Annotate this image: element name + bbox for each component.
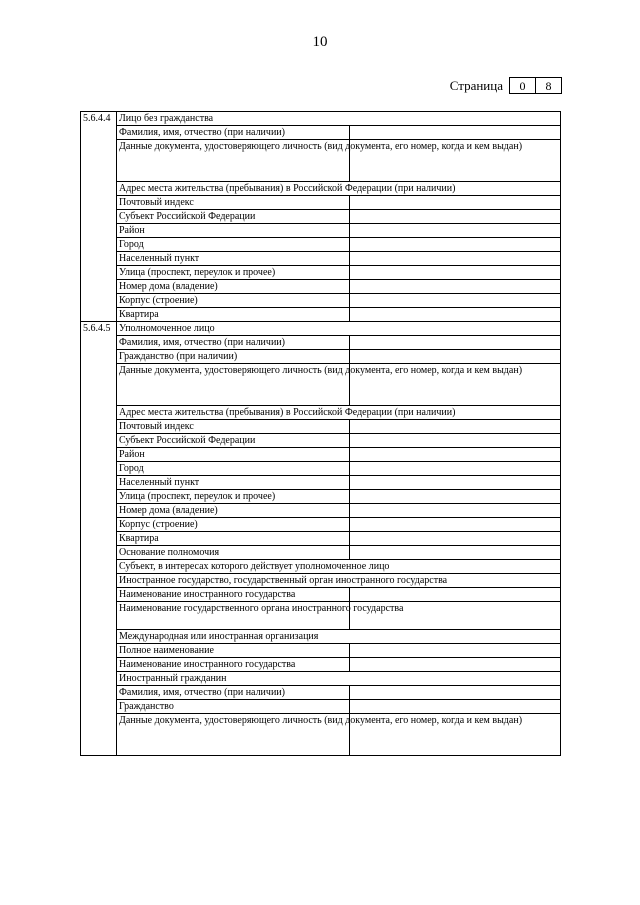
field-value-cell[interactable] (350, 280, 561, 294)
field-value-cell[interactable] (350, 350, 561, 364)
form-row (81, 140, 561, 182)
page-box (450, 77, 562, 94)
field-value-cell[interactable] (350, 266, 561, 280)
form-row (81, 532, 561, 546)
field-label: Почтовый индекс (117, 420, 350, 434)
form-row (81, 490, 561, 504)
field-value-cell[interactable] (350, 546, 561, 560)
field-label: Гражданство (при наличии) (117, 350, 350, 364)
form-row (81, 672, 561, 686)
field-value-cell[interactable] (350, 476, 561, 490)
field-label: Номер дома (владение) (117, 504, 350, 518)
field-value-cell[interactable] (350, 434, 561, 448)
form-row (81, 196, 561, 210)
field-value-cell[interactable] (350, 252, 561, 266)
page-box-label: Страница (449, 77, 503, 93)
field-label: Номер дома (владение) (117, 280, 350, 294)
field-value-cell[interactable] (350, 518, 561, 532)
form-row (81, 714, 561, 756)
field-label: Наименование иностранного государства (117, 588, 350, 602)
page-box-digit[interactable]: 0 (509, 77, 536, 94)
form-row (81, 420, 561, 434)
field-label: Квартира (117, 532, 350, 546)
form-row (81, 406, 561, 420)
form-row (81, 630, 561, 644)
section-code: 5.6.4.5 (81, 322, 117, 756)
field-value-cell[interactable] (350, 700, 561, 714)
field-value-cell[interactable] (350, 490, 561, 504)
field-label: Корпус (строение) (117, 294, 350, 308)
group-header: Лицо без гражданства (117, 112, 561, 126)
field-value-cell[interactable] (350, 238, 561, 252)
form-row (81, 280, 561, 294)
field-label: Данные документа, удостоверяющего личность (вид документа, его номер, когда и кем выдан) (117, 714, 350, 756)
form-row (81, 126, 561, 140)
field-label: Район (117, 448, 350, 462)
field-value-cell[interactable] (350, 294, 561, 308)
form-row (81, 182, 561, 196)
field-label: Полное наименование (117, 644, 350, 658)
group-header: Международная или иностранная организация (117, 630, 561, 644)
field-label: Субъект Российской Федерации (117, 210, 350, 224)
form-row (81, 308, 561, 322)
form-row (81, 336, 561, 350)
field-value-cell[interactable] (350, 420, 561, 434)
field-value-cell[interactable] (350, 462, 561, 476)
form-row (81, 546, 561, 560)
field-label: Наименование иностранного государства (117, 658, 350, 672)
form-table (80, 111, 561, 756)
group-header: Адрес места жительства (пребывания) в Российской Федерации (при наличии) (117, 406, 561, 420)
field-label: Населенный пункт (117, 476, 350, 490)
form-row (81, 602, 561, 630)
field-value-cell[interactable] (350, 126, 561, 140)
field-value-cell[interactable] (350, 686, 561, 700)
form-row (81, 266, 561, 280)
form-row (81, 448, 561, 462)
field-label: Улица (проспект, переулок и прочее) (117, 490, 350, 504)
form-row (81, 462, 561, 476)
form-row (81, 322, 561, 336)
form-row (81, 686, 561, 700)
field-label: Квартира (117, 308, 350, 322)
field-label: Населенный пункт (117, 252, 350, 266)
field-label: Фамилия, имя, отчество (при наличии) (117, 686, 350, 700)
form-row (81, 350, 561, 364)
form-row (81, 224, 561, 238)
field-label: Фамилия, имя, отчество (при наличии) (117, 336, 350, 350)
field-label: Город (117, 462, 350, 476)
form-row (81, 658, 561, 672)
group-header: Иностранное государство, государственный орган иностранного государства (117, 574, 561, 588)
form-table-body (81, 112, 561, 756)
field-label: Корпус (строение) (117, 518, 350, 532)
field-value-cell[interactable] (350, 448, 561, 462)
group-header: Субъект, в интересах которого действует уполномоченное лицо (117, 560, 561, 574)
field-value-cell[interactable] (350, 336, 561, 350)
field-value-cell[interactable] (350, 196, 561, 210)
field-label: Данные документа, удостоверяющего личность (вид документа, его номер, когда и кем выдан) (117, 140, 350, 182)
field-value-cell[interactable] (350, 210, 561, 224)
field-label: Улица (проспект, переулок и прочее) (117, 266, 350, 280)
group-header: Адрес места жительства (пребывания) в Российской Федерации (при наличии) (117, 182, 561, 196)
group-header: Иностранный гражданин (117, 672, 561, 686)
field-label: Почтовый индекс (117, 196, 350, 210)
form-row (81, 364, 561, 406)
form-row (81, 294, 561, 308)
field-label: Основание полномочия (117, 546, 350, 560)
form-row (81, 238, 561, 252)
field-value-cell[interactable] (350, 644, 561, 658)
field-label: Данные документа, удостоверяющего личность (вид документа, его номер, когда и кем выдан) (117, 364, 350, 406)
field-label: Гражданство (117, 700, 350, 714)
field-label: Фамилия, имя, отчество (при наличии) (117, 126, 350, 140)
form-row (81, 588, 561, 602)
page-box-digit[interactable]: 8 (536, 77, 562, 94)
page-number: 10 (312, 34, 328, 50)
field-value-cell[interactable] (350, 504, 561, 518)
field-label: Субъект Российской Федерации (117, 434, 350, 448)
form-row (81, 112, 561, 126)
field-value-cell[interactable] (350, 308, 561, 322)
field-label: Город (117, 238, 350, 252)
form-row (81, 476, 561, 490)
form-row (81, 700, 561, 714)
form-row (81, 560, 561, 574)
form-row (81, 504, 561, 518)
field-label: Район (117, 224, 350, 238)
form-row (81, 210, 561, 224)
field-value-cell[interactable] (350, 658, 561, 672)
form-row (81, 434, 561, 448)
form-row (81, 252, 561, 266)
field-value-cell[interactable] (350, 224, 561, 238)
group-header: Уполномоченное лицо (117, 322, 561, 336)
form-row (81, 574, 561, 588)
form-row (81, 518, 561, 532)
section-code: 5.6.4.4 (81, 112, 117, 322)
field-value-cell[interactable] (350, 532, 561, 546)
field-value-cell[interactable] (350, 588, 561, 602)
form-row (81, 644, 561, 658)
field-label: Наименование государственного органа иностранного государства (117, 602, 350, 630)
